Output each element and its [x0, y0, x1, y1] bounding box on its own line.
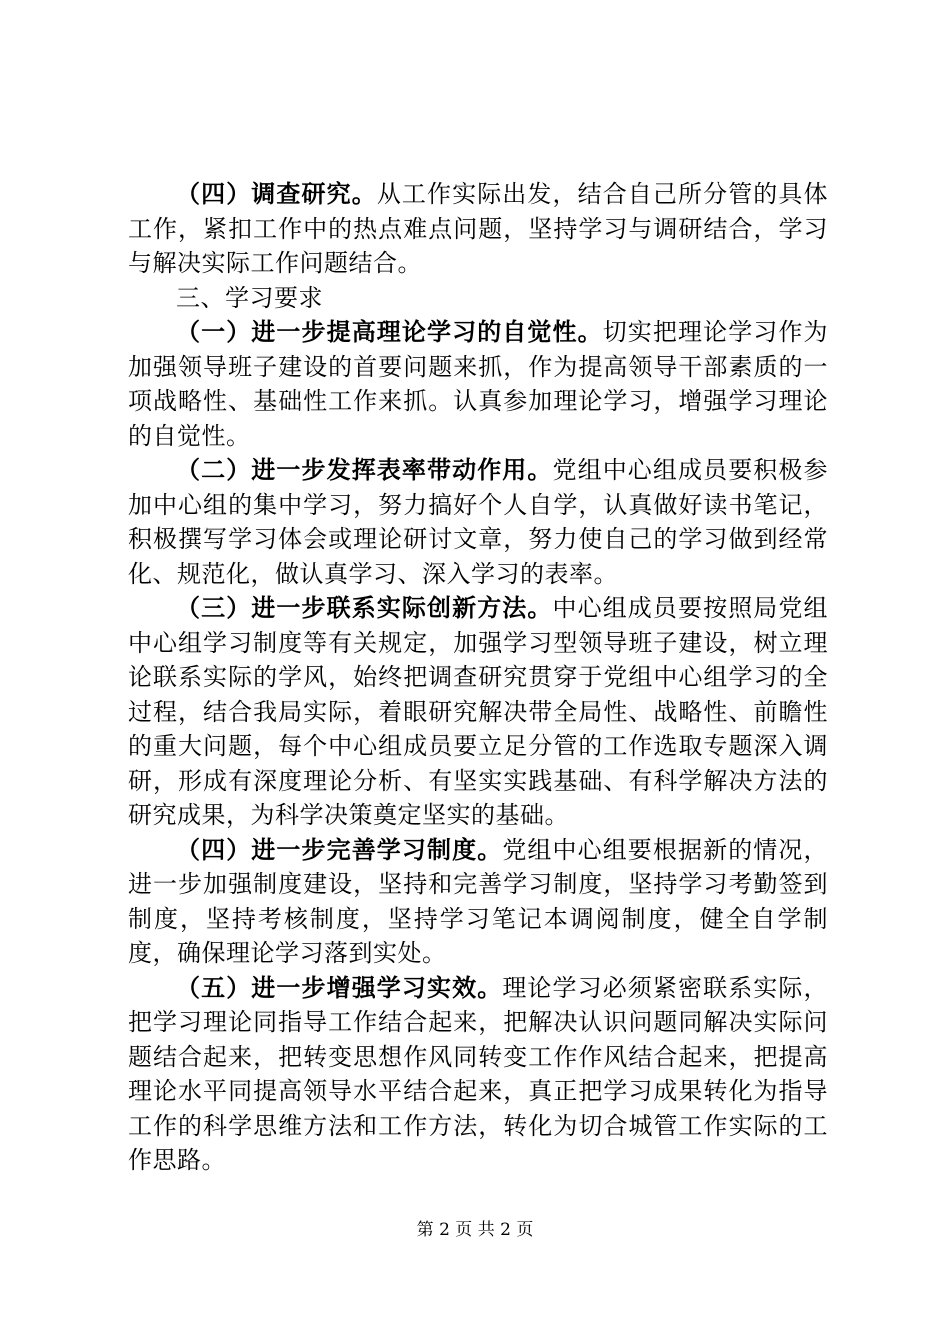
requirement-1: [128, 315, 828, 453]
requirement-3: [128, 591, 828, 833]
page-footer: 第 2 页 共 2 页: [416, 1220, 534, 1240]
requirement-text: 党组中心组要根据新的情况，进一步加强制度建设，坚持和完善学习制度，坚持学习考勤签到制度，坚持考核制度，坚持学习笔记本调阅制度，健全自学制度，确保理论学习落到实处。: [128, 835, 829, 967]
requirement-4: [128, 833, 828, 971]
requirement-lead: （二）进一步发挥表率带动作用。: [176, 456, 553, 484]
section-heading: 三、学习要求: [176, 283, 323, 312]
requirement-text: 理论学习必须紧密联系实际，把学习理论同指导工作结合起来，把解决认识问题同解决实际问题结合起来，把转变思想作风同转变工作作风结合起来，把提高理论水平同提高领导水平结合起来，真正把学习成果转化为指导工作的科学思维方法和工作方法，转化为切合城管工作实际的工作思路。: [128, 973, 829, 1174]
requirement-lead: （三）进一步联系实际创新方法。: [176, 594, 553, 622]
requirement-text: 党组中心组成员要积极参加中心组的集中学习，努力搞好个人自学，认真做好读书笔记，积极撰写学习体会或理论研讨文章，努力使自己的学习做到经常化、规范化，做认真学习、深入学习的表率。: [128, 456, 828, 588]
requirement-2: [128, 453, 828, 591]
paragraph-text: 从工作实际出发，结合自己所分管的具体工作，紧扣工作中的热点难点问题，坚持学习与调研结合，学习与解决实际工作问题结合。: [128, 180, 829, 277]
requirement-text: 中心组成员要按照局党组中心组学习制度等有关规定，加强学习型领导班子建设，树立理论联系实际的学风，始终把调查研究贯穿于党组中心组学习的全过程，结合我局实际，着眼研究解决带全局性、战略性、前瞻性的重大问题，每个中心组成员要立足分管的工作选取专题深入调研，形成有深度理论分析、有坚实实践基础、有科学解决方法的研究成果，为科学决策奠定坚实的基础。: [128, 594, 828, 829]
requirement-5: [128, 971, 828, 1178]
document-body: [128, 177, 828, 1178]
requirement-lead: （五）进一步增强学习实效。: [176, 973, 503, 1002]
requirement-lead: （一）进一步提高理论学习的自觉性。: [176, 318, 603, 346]
paragraph-investigation: [128, 177, 828, 281]
requirement-lead: （四）进一步完善学习制度。: [176, 835, 503, 864]
requirement-text: 切实把理论学习作为加强领导班子建设的首要问题来抓，作为提高领导干部素质的一项战略性、基础性工作来抓。认真参加理论学习，增强学习理论的自觉性。: [128, 318, 829, 450]
paragraph-lead: （四）调查研究。: [176, 180, 377, 208]
